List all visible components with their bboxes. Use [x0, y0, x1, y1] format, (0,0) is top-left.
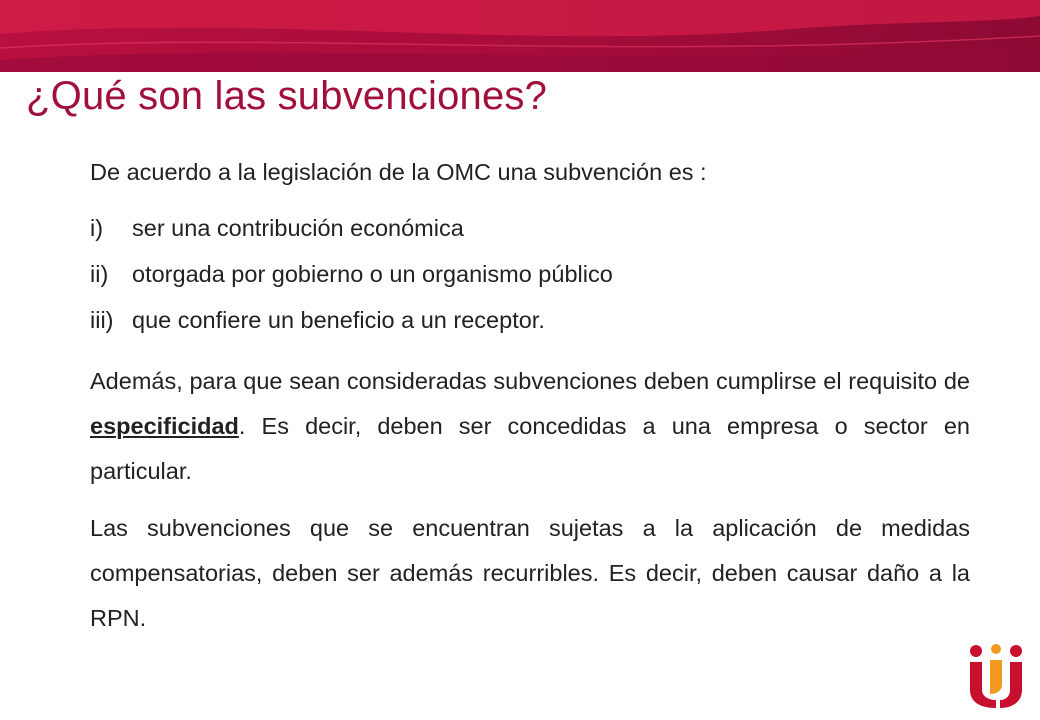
bullet-intro [40, 150, 970, 195]
list-item [90, 205, 970, 251]
bullet-intro-text: De acuerdo a la legislación de la OMC una subvención es : [90, 159, 707, 185]
list-item-text: otorgada por gobierno o un organismo público [132, 261, 613, 287]
specificity-term: especificidad [90, 413, 239, 439]
list-item-text: ser una contribución económica [132, 215, 464, 241]
bullet-compensatory-text: Las subvenciones que se encuentran sujetas a la aplicación de medidas compensatorias, deben ser además recurribles. Es decir, deben causar daño a la RPN. [90, 515, 970, 631]
bullet-specificity [40, 359, 970, 494]
slide-body [40, 150, 970, 641]
header-banner [0, 0, 1040, 72]
list-item [90, 251, 970, 297]
bullet-specificity-text-before: Además, para que sean consideradas subvenciones deben cumplirse el requisito de [90, 368, 970, 394]
university-logo-icon [966, 644, 1030, 710]
bullet-compensatory [40, 506, 970, 641]
list-item-text: que confiere un beneficio a un receptor. [132, 307, 545, 333]
requirements-list [40, 205, 970, 343]
list-item-number: iii) [90, 307, 114, 333]
list-item [90, 297, 970, 343]
list-item-number: ii) [90, 261, 109, 287]
slide-title: ¿Qué son las subvenciones? [26, 74, 548, 118]
list-item-number: i) [90, 215, 104, 241]
bullet-specificity-text-after: . Es decir, deben ser concedidas a una empresa o sector en particular. [90, 413, 970, 484]
